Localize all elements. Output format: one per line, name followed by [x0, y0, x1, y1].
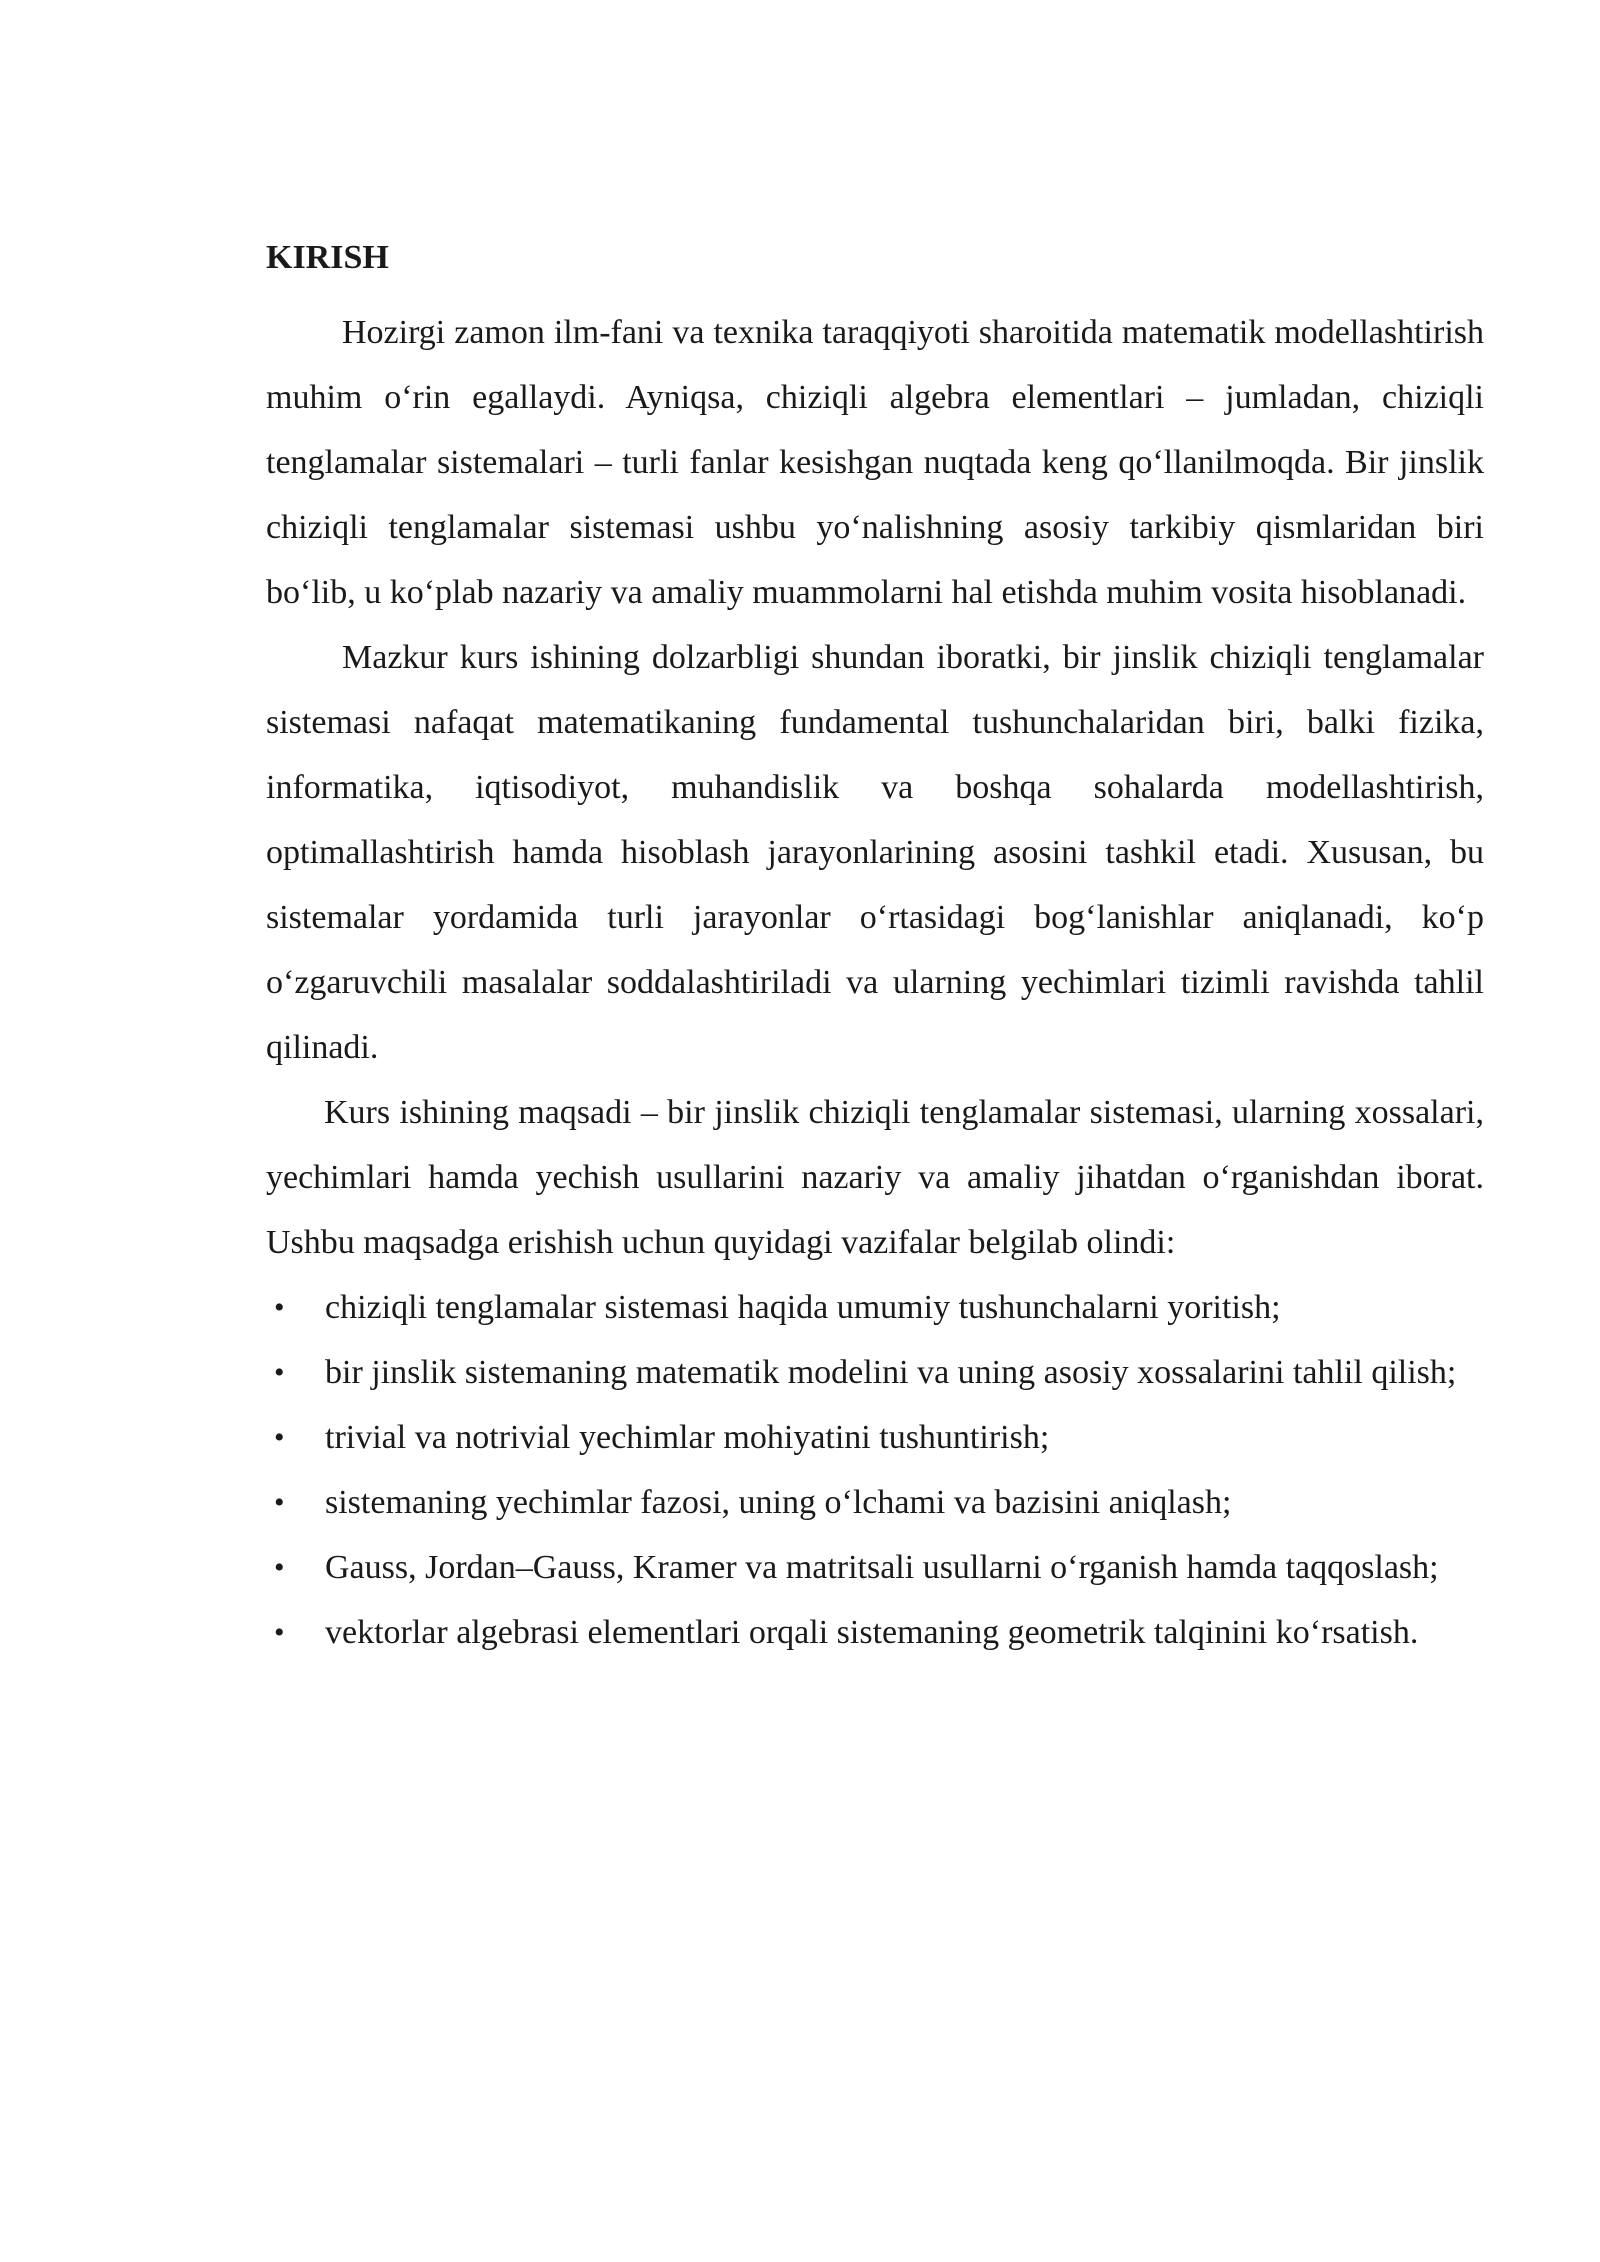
list-item: [266, 1600, 1484, 1665]
bullet-icon: •: [274, 1421, 285, 1454]
paragraph-relevance: Mazkur kurs ishining dolzarbligi shundan iboratki, bir jinslik chiziqli tenglamalar sistemasi nafaqat matematikaning fundamental tushunchalaridan biri, balki fizika, informatika, iqtisodiyot, muhandislik va boshqa sohalarda modellashtirish, optimallashtirish hamda hisoblash jarayonlarining asosini tashkil etadi. Xususan, bu sistemalar yordamida turli jarayonlar o‘rtasidagi bog‘lanishlar aniqlanadi, ko‘p o‘zgaruvchili masalalar soddalashtiriladi va ularning yechimlari tizimli ravishda tahlil qilinadi.: [266, 639, 1484, 1066]
paragraph-introduction: Hozirgi zamon ilm-fani va texnika taraqqiyoti sharoitida matematik modellashtirish muhim o‘rin egallaydi. Ayniqsa, chiziqli algebra elementlari – jumladan, chiziqli tenglamalar sistemalari – turli fanlar kesishgan nuqtada keng qo‘llanilmoqda. Bir jinslik chiziqli tenglamalar sistemasi ushbu yo‘nalishning asosiy tarkibiy qismlaridan biri bo‘lib, u ko‘plab nazariy va amaliy muammolarni hal etishda muhim vosita hisoblanadi.: [266, 314, 1484, 611]
bullet-icon: •: [274, 1551, 285, 1584]
section-heading: KIRISH: [266, 239, 389, 276]
paragraph-goal: Kurs ishining maqsadi – bir jinslik chiziqli tenglamalar sistemasi, ularning xossalari, yechimlari hamda yechish usullarini nazariy va amaliy jihatdan o‘rganishdan iborat. Ushbu maqsadga erishish uchun quyidagi vazifalar belgilab olindi:: [266, 1094, 1484, 1261]
bullet-icon: •: [274, 1356, 285, 1389]
list-item-text: chiziqli tenglamalar sistemasi haqida umumiy tushunchalarni yoritish;: [325, 1289, 1281, 1326]
list-item-text: Gauss, Jordan–Gauss, Kramer va matritsali usullarni o‘rganish hamda taqqoslash;: [325, 1549, 1439, 1586]
list-item-text: trivial va notrivial yechimlar mohiyatini tushuntirish;: [325, 1419, 1050, 1456]
list-item-text: bir jinslik sistemaning matematik modelini va uning asosiy xossalarini tahlil qilish;: [325, 1354, 1457, 1391]
list-item-text: sistemaning yechimlar fazosi, uning o‘lchami va bazisini aniqlash;: [325, 1484, 1232, 1521]
document-page: [266, 238, 1484, 1665]
bullet-icon: •: [274, 1616, 285, 1649]
bullet-icon: •: [274, 1486, 285, 1519]
task-list: [266, 1275, 1484, 1665]
list-item: [266, 1340, 1484, 1405]
list-item: [266, 1535, 1484, 1600]
list-item: [266, 1405, 1484, 1470]
list-item-text: vektorlar algebrasi elementlari orqali sistemaning geometrik talqinini ko‘rsatish.: [325, 1614, 1419, 1651]
list-item: [266, 1275, 1484, 1340]
bullet-icon: •: [274, 1291, 285, 1324]
list-item: [266, 1470, 1484, 1535]
